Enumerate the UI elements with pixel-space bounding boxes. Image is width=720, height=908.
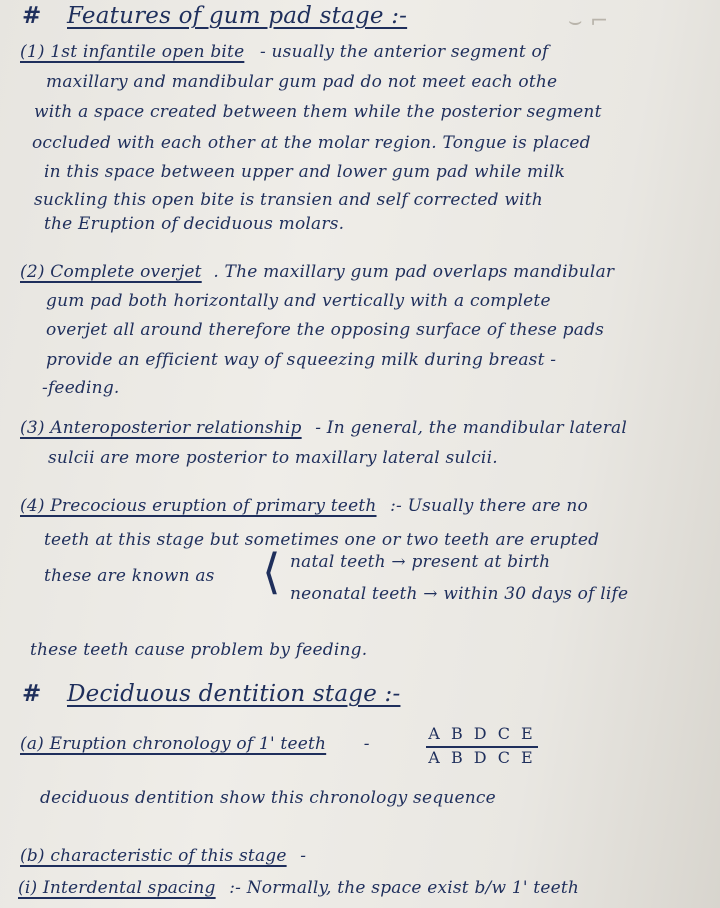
pointB-label: (b) characteristic of this stage	[20, 846, 287, 866]
point3-first-line	[20, 418, 627, 438]
chronology-upper: A B D C E	[428, 724, 536, 743]
heading2-hash: #	[22, 681, 42, 707]
point1-line-2: with a space created between them while the posterior segment	[34, 102, 602, 122]
point2-line-0: . The maxillary gum pad overlaps mandibular	[213, 262, 615, 282]
pointI-line	[18, 878, 579, 898]
point2-line-1: gum pad both horizontally and vertically with a complete	[46, 291, 551, 311]
point4-first-line	[20, 496, 588, 516]
point2-line-3: provide an efficient way of squeezing milk during breast -	[46, 350, 557, 370]
chronology-lower: A B D C E	[428, 748, 536, 767]
point4-line-0: :- Usually there are no	[390, 496, 588, 516]
point3-line-1: sulcii are more posterior to maxillary lateral sulcii.	[48, 448, 498, 468]
point2-label: (2) Complete overjet	[20, 262, 202, 282]
heading2-title: Deciduous dentition stage :-	[67, 681, 401, 707]
pointA-label: (a) Eruption chronology of 1' teeth	[20, 734, 327, 754]
margin-scribble: ⌣ ⌐	[568, 9, 609, 34]
point1-line-1: maxillary and mandibular gum pad do not meet each othe	[46, 72, 558, 92]
pointA-first-line	[20, 734, 370, 754]
point4-natal: natal teeth → present at birth	[290, 552, 551, 572]
point2-line-4: -feeding.	[42, 378, 120, 398]
pointA-dash: -	[363, 734, 370, 754]
heading-hash: #	[22, 3, 42, 29]
pointB-dash: -	[300, 846, 307, 866]
section-heading-gum-pad	[22, 3, 408, 29]
point4-line-1: teeth at this stage but sometimes one or two teeth are erupted	[44, 530, 600, 550]
point4-label: (4) Precocious eruption of primary teeth	[20, 496, 377, 516]
pointA-line-2: deciduous dentition show this chronology sequence	[40, 788, 496, 808]
point1-line-3: occluded with each other at the molar region. Tongue is placed	[32, 133, 591, 153]
point2-line-2: overjet all around therefore the opposing surface of these pads	[46, 320, 605, 340]
point1-first-line	[20, 42, 548, 62]
section-heading-deciduous	[22, 681, 401, 707]
heading-title: Features of gum pad stage :-	[67, 3, 408, 29]
point4-closing: these teeth cause problem by feeding.	[30, 640, 368, 660]
pointI-text: :- Normally, the space exist b/w 1' teeth	[229, 878, 580, 898]
point1-line-4: in this space between upper and lower gum pad while milk	[44, 162, 566, 182]
point1-label: (1) 1st infantile open bite	[20, 42, 245, 62]
point2-first-line	[20, 262, 614, 282]
point4-neonatal: neonatal teeth → within 30 days of life	[290, 584, 629, 604]
point1-line-6: the Eruption of deciduous molars.	[44, 214, 345, 234]
point3-label: (3) Anteroposterior relationship	[20, 418, 302, 438]
point1-line-5: suckling this open bite is transien and self corrected with	[34, 190, 543, 210]
pointI-label: (i) Interdental spacing	[18, 878, 216, 898]
point1-line-0: - usually the anterior segment of	[259, 42, 549, 62]
point4-line-2: these are known as	[44, 566, 215, 586]
point3-line-0: - In general, the mandibular lateral	[315, 418, 627, 438]
brace-mark: ⟨	[262, 544, 281, 600]
pointB-line	[20, 846, 306, 866]
